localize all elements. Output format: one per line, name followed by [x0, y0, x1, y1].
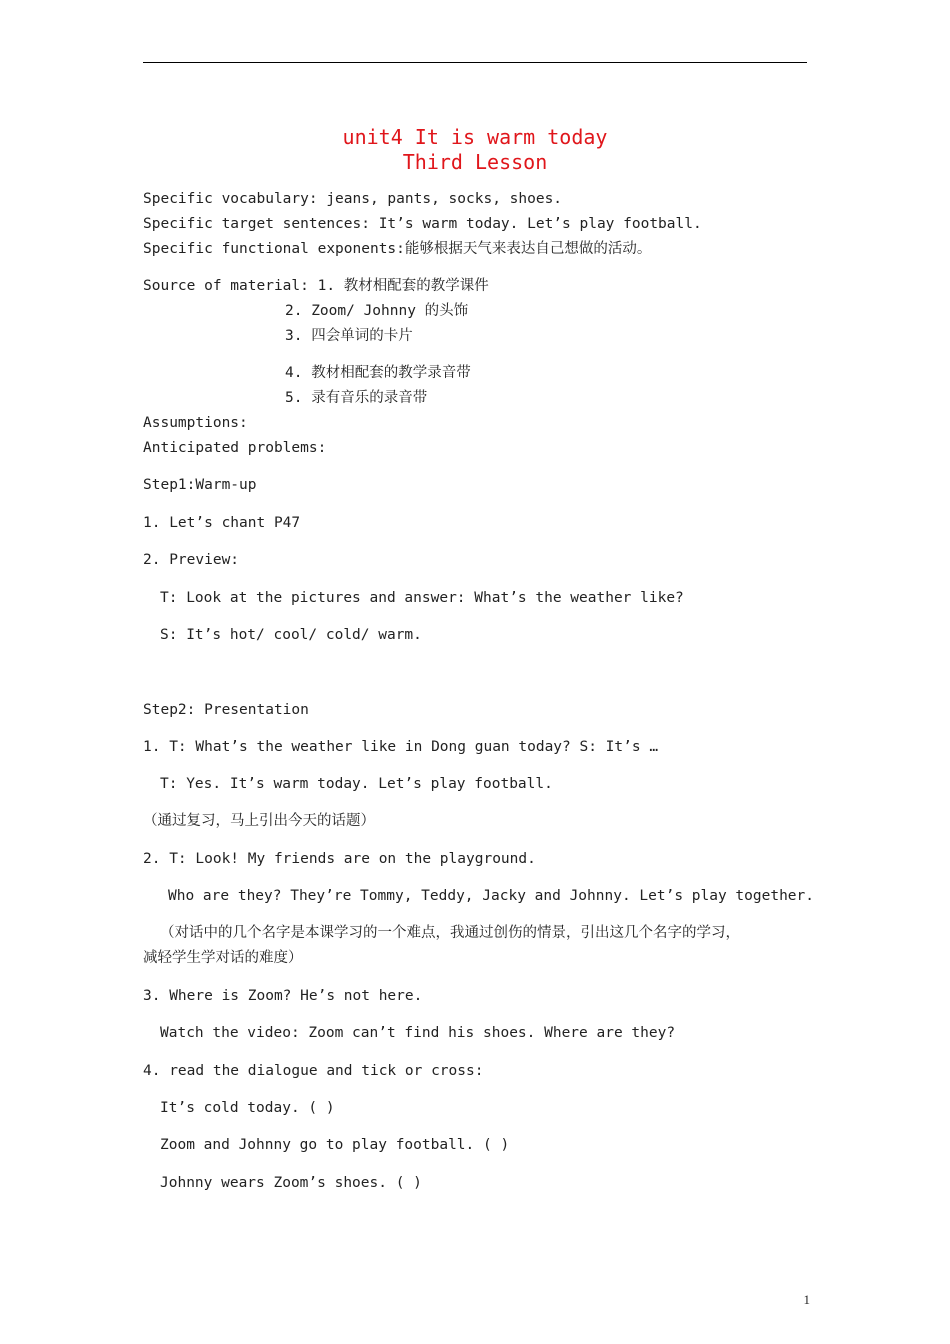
step1-heading: Step1:Warm-up: [143, 477, 257, 493]
step2-item-3: 3. Where is Zoom? He’s not here.: [143, 988, 423, 1004]
step2-item-2: 2. T: Look! My friends are on the playground.: [143, 851, 536, 867]
page-number: 1: [803, 1292, 810, 1307]
step2-item-1: 1. T: What’s the weather like in Dong guan today? S: It’s …: [143, 739, 659, 755]
step1-teacher-line: T: Look at the pictures and answer: What’s the weather like?: [160, 590, 684, 606]
document-subtitle: Third Lesson: [402, 150, 548, 174]
step1-item-1: 1. Let’s chant P47: [143, 515, 301, 531]
tick-cross-question-3: Johnny wears Zoom’s shoes. ( ): [160, 1175, 422, 1191]
anticipated-problems-line: Anticipated problems:: [143, 440, 327, 456]
target-sentences-line: Specific target sentences: It’s warm today. Let’s play football.: [143, 216, 702, 232]
step2-note-2-line2: 减轻学生学对话的难度）: [143, 950, 303, 966]
source-material-line: Source of material: 1. 教材相配套的教学课件: [143, 278, 489, 294]
step2-heading: Step2: Presentation: [143, 702, 309, 718]
vocab-line: Specific vocabulary: jeans, pants, socks, shoes.: [143, 191, 563, 207]
step2-item-4: 4. read the dialogue and tick or cross:: [143, 1063, 484, 1079]
document-title: unit4 It is warm today: [342, 125, 608, 149]
tick-cross-question-1: It’s cold today. ( ): [160, 1100, 335, 1116]
step2-item-3-continued: Watch the video: Zoom can’t find his shoes. Where are they?: [160, 1025, 676, 1041]
step2-item-2-continued: Who are they? They’re Tommy, Teddy, Jacky and Johnny. Let’s play together.: [168, 888, 815, 904]
material-item-2: 2. Zoom/ Johnny 的头饰: [285, 303, 469, 319]
step1-student-line: S: It’s hot/ cool/ cold/ warm.: [160, 627, 422, 643]
step2-item-1-reply: T: Yes. It’s warm today. Let’s play football.: [160, 776, 553, 792]
material-item-4: 4. 教材相配套的教学录音带: [285, 365, 471, 381]
material-item-5: 5. 录有音乐的录音带: [285, 390, 428, 406]
assumptions-line: Assumptions:: [143, 415, 248, 431]
functional-exponents-line: Specific functional exponents:能够根据天气来表达自己想做的活动。: [143, 241, 652, 257]
step1-item-2: 2. Preview:: [143, 552, 240, 568]
tick-cross-question-2: Zoom and Johnny go to play football. ( ): [160, 1137, 510, 1153]
header-rule: [143, 62, 807, 63]
step2-note-2-line1: （对话中的几个名字是本课学习的一个难点，我通过创伤的情景，引出这几个名字的学习，: [160, 925, 740, 941]
step2-note-1: （通过复习，马上引出今天的话题）: [143, 813, 375, 829]
material-item-3: 3. 四会单词的卡片: [285, 328, 413, 344]
